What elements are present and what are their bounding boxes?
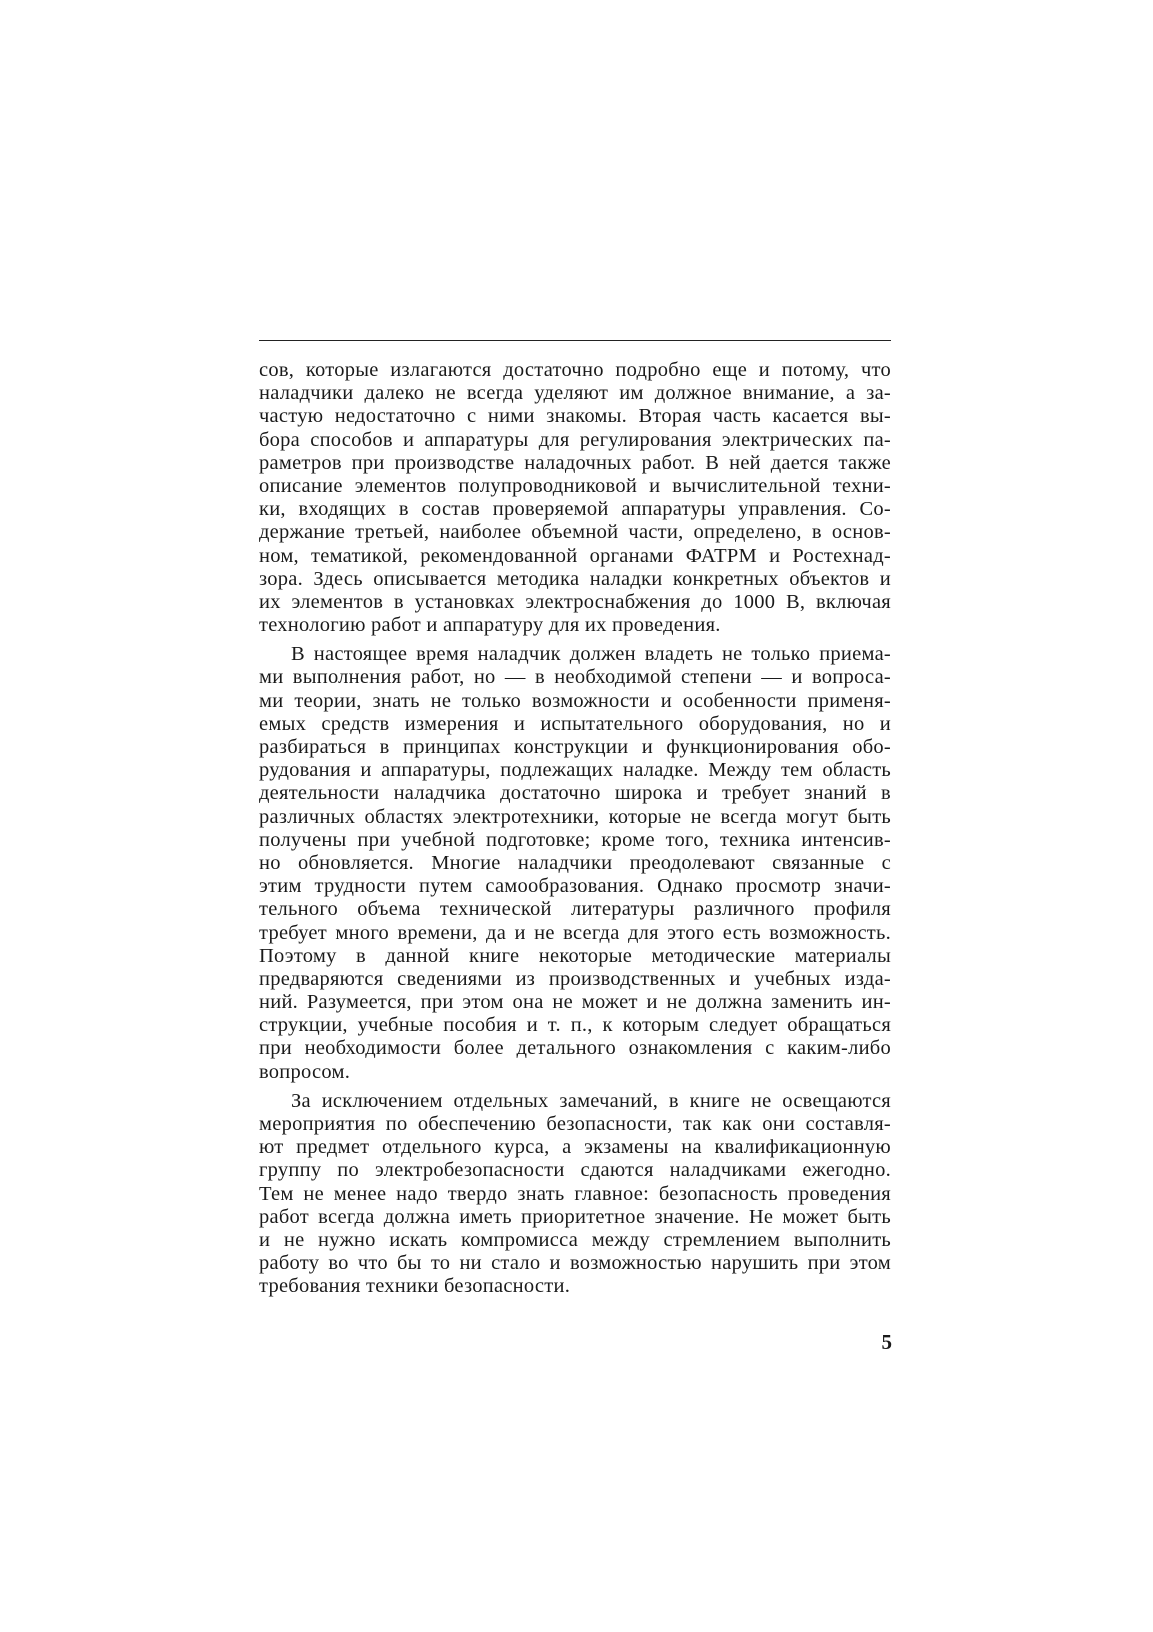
text-line: работ всегда должна иметь приоритетное значение. Не может быть xyxy=(259,1205,891,1228)
text-line: ки, входящих в состав проверяемой аппаратуры управления. Со- xyxy=(259,498,891,521)
text-line: при необходимости более детального ознакомления с каким-либо xyxy=(259,1037,891,1060)
text-line: требования техники безопасности. xyxy=(259,1275,571,1298)
text-line: их элементов в установках электроснабжения до 1000 В, включая xyxy=(259,590,891,613)
text-line: зора. Здесь описывается методика наладки конкретных объектов и xyxy=(259,567,891,590)
text-line: частую недостаточно с ними знакомы. Вторая часть касается вы- xyxy=(259,405,891,428)
text-line: работу во что бы то ни стало и возможностью нарушить при этом xyxy=(259,1252,891,1275)
header-rule xyxy=(259,340,891,341)
page-number: 5 xyxy=(881,1330,892,1354)
text-line: ном, тематикой, рекомендованной органами ФАТРМ и Ростехнад- xyxy=(259,544,891,567)
text-line: Поэтому в данной книге некоторые методические материалы xyxy=(259,944,891,967)
paragraph-3 xyxy=(259,1090,891,1299)
text-line: сов, которые излагаются достаточно подробно еще и потому, что xyxy=(259,359,891,381)
text-line: деятельности наладчика достаточно широка и требует знаний в xyxy=(259,782,891,805)
text-line: ми выполнения работ, но — в необходимой степени — и вопроса- xyxy=(259,666,891,689)
text-line: емых средств измерения и испытательного оборудования, но и xyxy=(259,712,891,735)
body-text xyxy=(259,359,891,1299)
text-line: наладчики далеко не всегда уделяют им должное внимание, а за- xyxy=(259,382,891,405)
text-line: ний. Разумеется, при этом она не может и не должна заменить ин- xyxy=(259,991,891,1014)
text-line: ми теории, знать не только возможности и особенности применя- xyxy=(259,689,891,712)
text-line: технологию работ и аппаратуру для их проведения. xyxy=(259,614,721,637)
text-line: получены при учебной подготовке; кроме того, техника интенсив- xyxy=(259,828,891,851)
text-line: ют предмет отдельного курса, а экзамены на квалификационную xyxy=(259,1136,891,1159)
text-line: различных областях электротехники, которые не всегда могут быть xyxy=(259,805,891,828)
text-line: держание третьей, наиболее объемной части, определено, в основ- xyxy=(259,521,891,544)
text-line: бора способов и аппаратуры для регулирования электрических па- xyxy=(259,428,891,451)
text-line: За исключением отдельных замечаний, в книге не освещаются xyxy=(291,1089,891,1112)
text-line: Тем не менее надо твердо знать главное: безопасность проведения xyxy=(259,1182,891,1205)
text-line: рудования и аппаратуры, подлежащих наладке. Между тем область xyxy=(259,759,891,782)
text-line: описание элементов полупроводниковой и вычислительной техни- xyxy=(259,474,891,497)
text-line: но обновляется. Многие наладчики преодолевают связанные с xyxy=(259,851,891,874)
text-line: тельного объема технической литературы различного профиля xyxy=(259,898,891,921)
text-line: В настоящее время наладчик должен владеть не только приема- xyxy=(291,643,891,666)
text-line: предваряются сведениями из производственных и учебных изда- xyxy=(259,967,891,990)
text-line: требует много времени, да и не всегда для этого есть возможность. xyxy=(259,921,891,944)
text-line: вопросом. xyxy=(259,1060,351,1083)
text-line: раметров при производстве наладочных работ. В ней дается также xyxy=(259,451,891,474)
text-line: разбираться в принципах конструкции и функционирования обо- xyxy=(259,736,891,758)
text-line: струкции, учебные пособия и т. п., к которым следует обращаться xyxy=(259,1014,891,1037)
text-line: этим трудности путем самообразования. Однако просмотр значи- xyxy=(259,875,891,898)
paragraph-1 xyxy=(259,359,891,637)
text-line: и не нужно искать компромисса между стремлением выполнить xyxy=(259,1228,891,1251)
text-line: группу по электробезопасности сдаются наладчиками ежегодно. xyxy=(259,1159,891,1182)
text-line: мероприятия по обеспечению безопасности, так как они составля- xyxy=(259,1113,891,1135)
paragraph-2 xyxy=(259,643,891,1084)
